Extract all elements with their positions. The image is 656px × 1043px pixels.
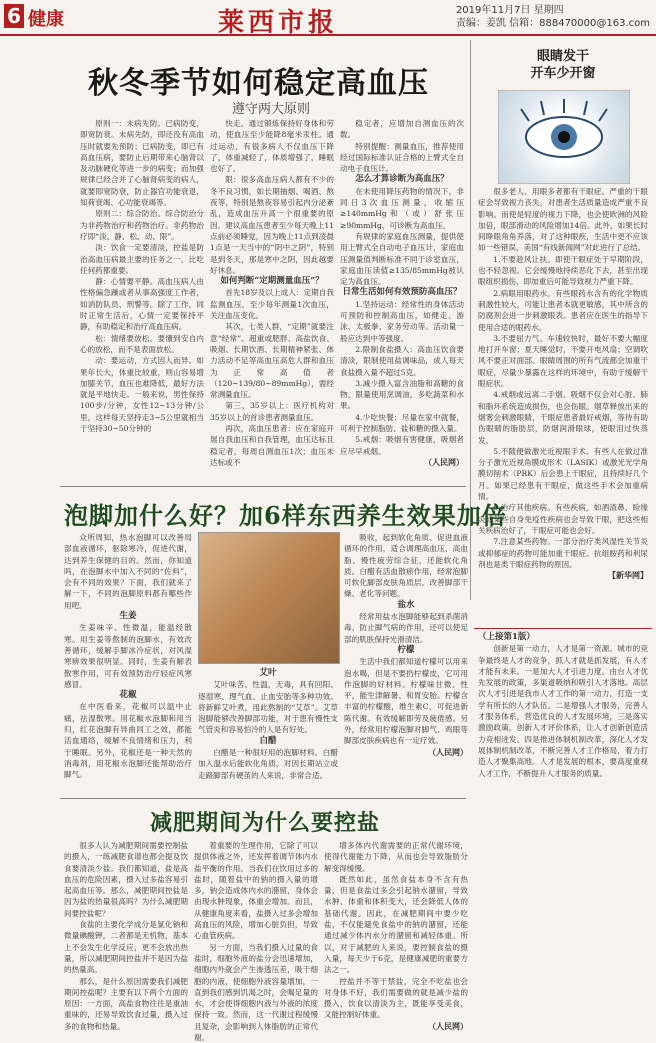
article1-col2 (210, 118, 334, 476)
paragraph: 生活中我们都知道柠檬可以用来泡水喝，但是不要扔柠檬皮，它可用作泡脚的好材料。柠檬味甘微、性平，能生津解暑、和胃安胎。柠檬含丰富的柠檬酸，维生素C，可促进新陈代谢。有效缓解即劳及疲倦感。另外，经常用柠檬泡脚对脚气、鸡眼等脚部皮肤疾病也有一定疗效。 (344, 657, 468, 746)
article1-col1 (80, 118, 204, 476)
editor-line: 责编：姜凯 信箱：888470000@163.com (455, 18, 650, 29)
paragraph: 首先18岁及以上成人：定期自我监测血压，至少每年测量1次血压，关注血压变化。 (210, 288, 334, 321)
paragraph: 控盐并不等于禁盐，完全不吃盐也会对身体不好，我们需要做的就是减少盐的摄入，饮食以清淡为主，既能享受美食，又能控制好体重。 (324, 976, 468, 1020)
article1-subtitle: 遵守两大原则 (232, 102, 311, 117)
paragraph: 6.治疗其他疾病。有些疾病，如酒渣鼻、睑缘炎或某些自身免疫性疾病也会导致干眼，把这些相关疾病治好了，干眼症可能也会好。 (478, 503, 648, 535)
paragraph: 艾叶味苦、性温，无毒，具有回阳、逐湿寒、理气血、止血安胎等多种功效。将新鲜艾叶煮，用此熬制的“艾草”。艾草泡脚能够改善脚部功能，对于患有慢性支气管炎和容易怕冷的人是有好处。 (198, 680, 338, 735)
paragraph: 食盐的主要化学成分是氯化钠和微量碘酸钾，二者都是无机物，基本上不会发生化学反应，更不会放出热量，所以减肥期间控盐并不是因为盐的热量高。 (64, 920, 188, 975)
article3-title: 减肥期间为什么要控盐 (150, 810, 381, 836)
section-name: 健康 (28, 9, 64, 30)
paragraph: 快走。通过锻炼保持好身体和劳动，使血压至少能降8毫米汞柱。通过运动，有很多病人不仅血压下降了，体重减轻了，体质增强了，睡眠也好了。 (210, 119, 334, 174)
paragraph: 吸收，起到软化角质、促进血液循环的作用，适合调理高血压、高血脂、慢性疲劳综合征，还能软化角质。白醋有活血散瘀作用，经常泡脚可软化脚部皮肤角质层，改善脚部干燥、老化等问题。 (344, 533, 468, 599)
article2-col2 (198, 668, 338, 792)
paragraph: 既然如此，虽然食盐本身不含有热量，但是食盐过多会引起钠水潴留，导致水肿、体重和体积变大，还会降低人体的基础代谢。因此，在减肥期间中要少吃盐，不仅能避免食盐中的钠的潴留，还能通过减少体内水分的潴留和减轻体重。所以，对于减肥的人来说，要控制食盐的摄入量，每天少于6克，是健康减肥的重要方法之一。 (324, 874, 468, 975)
paragraph: 生姜味辛、性微温，能温经散寒。用生姜等熬制的泡脚水，有效改善循环，缓解手脚冰冷症状，对风湿寒痹效果很明显。同时，生姜有解表散寒作用，可有效预防治疗轻症风寒感冒。 (64, 623, 192, 689)
paragraph: 稳定者，应增加自测血压的次数。 (340, 119, 464, 140)
paragraph: 在中医看来，花椒可以温中止痛，祛湿散寒。用花椒水泡脚和用当归，红花泡脚有异曲同工之效，都能活血通络，缓解不良情绪和压力，利于睡眠。另外，花椒还是一种天然的消毒剂，用花椒水泡脚还能帮助治疗脚气。 (64, 702, 192, 780)
paragraph: 1.不要趁风让扶。即使干眼症处于早期阶段，也不轻忽视。它会缓慢地持续恶化下去，甚至出现眼组织损伤，即加重后可能导致视力严重下降。 (478, 254, 648, 287)
subheading: 如何判断“定期测量血压”？ (220, 276, 324, 287)
paragraph: 着重要的生理作用，它除了可以提供体液之外，还发挥着调节体内水盐平衡的作用。当我们在饮用过多的盐时，随着盐中的钠的摄入量的增多，钠会造成体内水的潴留，身体会由现水肿现象，体重会增加。而且，从健康角度来看，盐摄入过多会增加高血压的风险，增加心脏负担，导致心血管疾病。 (194, 841, 318, 941)
paragraph: 其次，七类人群，“定期”就要注意“经常”。超重或肥胖、高盐饮食、吸烟、长期饮酒、长期精神紧张、体力活动不足等高血压高危人群和血压为正常高值者（120~139/80~89mmHg），需经常测量血压。 (210, 322, 334, 400)
paragraph: 原则一：未病先防。已病防变，即宽防衰。未病先防，即还没有高血压时就要先预防；已病防变，即已有高血压病，要防止后期带来心脑肾以及动脉硬化等进一步的病变；而加强规律已经合并了心脑肾病变的病人，就要即宽防衰，防止器官功能衰退，知荷衰竭、心功能衰竭等。 (80, 119, 204, 208)
sidebar-title-line2: 开车少开窗 (530, 66, 596, 81)
paragraph: 众所周知，热水泡脚可以改善局部血液循环，驱除寒冷，促进代谢，达到养生保健的目的。然而，你知道吗，在泡脚水中加入不同的“佐料”，会有不同的效果？下面，我们就来了解一下，不同的泡脚原料都有哪些作用吧。 (64, 533, 192, 610)
section-rule (60, 486, 466, 487)
section-rule-2 (60, 798, 466, 799)
paragraph: 4.戒烟或远离二手烟。吸烟不仅会对心脏、肺和脂环系统造成损伤，也会伤眼。烟草释放出来的烟雾会刺激眼睛，干眼症患者最好戒烟，等待有助伤眼睛的脂肪层，防烟润滑眼球，使眼泪过快蒸发。 (478, 390, 648, 445)
paragraph: 经常用盐水泡脚能够起到杀菌消毒、防止脚气病的作用，还可以使足部的肌肤保持光滑清洁。 (344, 612, 468, 644)
subheading: 柠檬 (397, 644, 415, 655)
paragraph: 限：很多高血压病人都有不少的冬不良习惯，如长期抽烟、喝酒、熬夜等，特别是熬夜容易引起内分泌紊乱，造成血压升高一个很重要的原因。建议高血压患者至少每天晚上11点前必须睡觉，因为晚上11点到凌晨1点是一天当中的“阴中之阴”，特别是到冬天，那是寒中之阴，因此越要好休息。 (210, 175, 334, 275)
eye-cartoon-illustration (498, 90, 630, 184)
paragraph: 5.戒烟：吸烟有害健康，吸烟者应尽早戒烟。 (340, 435, 464, 456)
sidebar-title-line1: 眼睛发干 (536, 49, 589, 64)
paragraph: 2.病眼用眼药水。有些眼药水含有的化学物质刺激性较大，可能让患者本就更敏感，其中所含的防腐剂会进一步刺激眼表。患者应在医生的指导下使用合适的眼药水。 (478, 288, 648, 332)
subheading: 生姜 (119, 611, 137, 622)
issue-meta (456, 4, 650, 30)
paragraph: 另一方面，当我们摄入过量的食盐时，细胞外液的盐分会迅速增加，细胞内外就会产生渗透压差，吸干细胞的内液，使细胞外液容量增加，一直到我们感到饥渴之时，会喝足量的水，才会使得细胞内液与外液的浓度保持一致。然而，这一代谢过程缓慢且复杂，会影响到人体脂肪的正常代谢。 (194, 942, 318, 1043)
subheading: 花椒 (119, 690, 137, 701)
paragraph: 静：心情要平静。高血压病人由性格偏急躁或者从事高强度工作者，如消防队员、刑警等。除了工作，同时正常生活后，心情一定要保持平静，有助稳定和治疗高血压病。 (80, 277, 204, 332)
continued-header: （上接第1版） (478, 632, 535, 642)
paragraph: 5.不随便做激光近视眼手术。有些人在做过准分子激光近视角膜成形术（LASIK）或激光光学角膜切削术（PRK）后会患上干眼症，且持续好几个月。如果已经患有干眼症，做这些手术会加重病情。 (478, 446, 648, 502)
article-source: （人民网） (428, 746, 468, 757)
page-header (0, 0, 656, 36)
paragraph: 白醋是一种很好用的泡脚材料。白醋加入温水后能软化角质，对因长期站立或走路脚部有硬茧的人来说，非常合适。 (198, 748, 338, 780)
paragraph: 第三，35岁以上：医疗机构对35岁以上的首诊患者测量血压。 (210, 401, 334, 422)
masthead: 莱西市报 (218, 8, 339, 38)
paragraph: 那么，是什么原因需要我们减肥期间控盐呢？主要有以下两个方面的原因：一方面，高盐食物往往是重油重味的，还易导致饮食过量，摄入过多的食物和热量。 (64, 976, 188, 1031)
paragraph: 创新是第一动力，人才是第一资源。城市的竞争最终是人才的竞争，抓人才就是抓发展，有人才才能有未来。一是加大人才引进力度。由台人才优先发展的政策，多渠道吸纳和吸引人才落地。高层次人才引进是我市人才工作的第一动力，打造一支学有所长的人才队伍。二是增强人才服务，完善人才服务体系，营造优良的人才发展环境，三是落实激励政策，创新人才评价体系，让人才创新创造活力竞相迸发。四是推进体制机制改革，深化人才发展体制机制改革，不断完善人才工作格局，着力打造人才聚集高地。人才是发展的根本，要高度重视人才工作，不断提升人才服务的质量。 (478, 644, 648, 778)
paragraph: 松：情绪要放松。要懂到安自内心的放松，而不是表面放松。 (80, 333, 204, 354)
sidebar-body (478, 186, 648, 612)
page-number: 6 (4, 4, 24, 28)
paragraph: 在未使用降压药物的情况下，非同日3次血压测量，收缩压≥140mmHg和（或）舒张压≥90mmHg，可诊断为高血压。 (340, 186, 464, 230)
paragraph: 1.坚持运动：经常性的身体活动可预防和控制高血压，如健走、游泳、太极拳、家务劳动等。活动量一般应达到中等强度。 (340, 299, 464, 343)
paragraph: 淡：饮食一定要清淡，控盐是防治高血压病最主要的任务之一，比吃任何药都重要。 (80, 243, 204, 275)
paragraph: 有规律的家庭血压测量，提供使用上臂式全自动电子血压计，家庭血压测量值判断标准不同于诊室血压，家庭血压读值≥135/85mmHg被认定为高血压。 (340, 231, 464, 287)
article-source: （人民网） (428, 1020, 468, 1031)
paragraph: 3.不要屈力气。车速较快时，最好不要大幅度地打开车窗；夏天睡觉时，不要开电风扇；空调吹风不要正对面部。眼睛周围的所有气流都会加重干眼症，尽量少暴露在这样的环境中，有助于缓解干眼症状。 (478, 333, 648, 389)
eye-icon (499, 91, 629, 183)
paragraph: 3.减少摄入富含油脂和高糖的食物，限量使用烹调油，多吃蔬菜和水果。 (340, 378, 464, 411)
foot-bath-photo (198, 532, 340, 664)
sidebar-title (478, 48, 648, 82)
article3-col2 (194, 840, 318, 1043)
paragraph: 增多体内代谢需要的正常代谢环境，使得代谢能力下降，从而也会导致脂肪分解变得缓慢。 (324, 841, 468, 873)
paragraph: 7.注意某些药物。一部分治疗类风湿性关节炎或抑郁症的药物可能加重干眼症。抗组胺药和利尿剂也是类干眼症药物的原因。 (478, 537, 648, 569)
continued-article (478, 632, 648, 937)
article1-col3 (340, 118, 464, 476)
paragraph: 动：要运动，方式因人而异。如果年长大，体重比较重，则山容易增加膝关节，血压也难降低，最好方法就是平地快走。一般来说，男性保持100步/分钟，女性12~13分钟/公里，这样每天坚持走3~5公里就相当于坚持30~50分钟的 (80, 356, 204, 434)
paragraph: 2.限制食盐摄入：高血压饮食要清淡，限制使用盐调味品，成人每天食盐摄入量不超过5克。 (340, 344, 464, 377)
subheading: 盐水 (397, 599, 415, 610)
subheading: 白醋 (259, 735, 277, 746)
article-source: （人民网） (424, 456, 464, 467)
article3-col3 (324, 840, 468, 1031)
paragraph: 很多人认为减肥期间需要控制盐的摄入，一练减肥食谱也都会提及饮食要清淡少盐。我们都知道，盐是高血压的危险因素，摄入过多盐容易引起高血压等。那么，减肥期间控盐是因为盐的热量很高吗？为什么减肥期间要控盐呢？ (64, 841, 188, 918)
subheading: 怎么才算诊断为高血压？ (355, 174, 449, 185)
date-line: 2019年11月7日 星期四 (455, 5, 564, 16)
paragraph: 4.少吃快餐：尽量在家中就餐，可利于控制脂肪、盐和糖的摄入量。 (340, 412, 464, 434)
article1-title: 秋冬季节如何稳定高血压 (88, 66, 429, 101)
subheading: 日常生活如何有效预防高血压？ (342, 287, 462, 298)
paragraph: 再次，高血压患者：应在家庭开展自我血压和自我管理，血压达标且稳定者，每周自测血压1次；血压未达标或不 (210, 424, 334, 467)
article2-title: 泡脚加什么好？加6样东西养生效果加倍 (64, 501, 507, 530)
subheading: 艾叶 (259, 668, 277, 678)
article2-col3 (344, 532, 468, 792)
article2-col1 (64, 532, 192, 792)
article-source: 【新华网】 (608, 570, 648, 581)
paragraph: 原则二：综合防治。综合防治分为非药物治疗和药物治疗。非药物治疗即“淡、静、松、动、限”。 (80, 209, 204, 241)
article3-col1 (64, 840, 188, 1031)
paragraph: 特别提醒：测量血压，推荐使用经过国际标准认证合格的上臂式全自动电子血压计。 (340, 141, 464, 174)
paragraph: 很多老人、用眼多者都有干眼症。严重的干眼症会导致视力丧失，对患者生活质量造成严重不良影响。而使是轻度的视力下降，也会使欧洲的风险加倍，眼部滑动的风险增加14倍。此外，如果长时间睁眼角角养落，对了这种眼疾，生活中更不应该如一些错误，美国“有线新闻网”对此进行了总结。 (478, 187, 648, 253)
continued-rule (474, 628, 652, 629)
